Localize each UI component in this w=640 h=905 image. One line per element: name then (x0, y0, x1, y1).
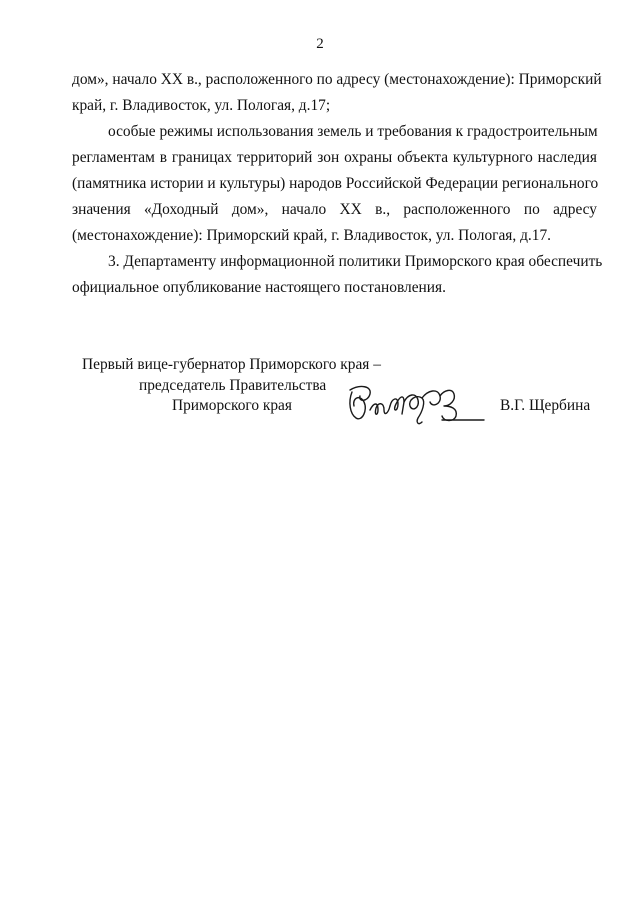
handwritten-signature-icon (346, 380, 486, 430)
paragraph-2-line-3: (памятника истории и культуры) народов Российской Федерации регионального (72, 175, 599, 192)
signatory-position-line-1: Первый вице-губернатор Приморского края – (82, 356, 381, 373)
paragraph-2-line-2: регламентам в границах территорий зон охраны объекта культурного наследия (72, 149, 597, 166)
paragraph-2-line-5: (местонахождение): Приморский край, г. Владивосток, ул. Пологая, д.17. (72, 227, 551, 244)
signatory-position-line-2: председатель Правительства (139, 377, 327, 394)
paragraph-2-line-4: значения «Доходный дом», начало XX в., расположенного по адресу (72, 201, 597, 218)
page-number: 2 (316, 36, 324, 52)
paragraph-1-line-1: дом», начало XX в., расположенного по адресу (местонахождение): Приморский (72, 71, 602, 88)
paragraph-3-line-2: официальное опубликование настоящего постановления. (72, 279, 446, 296)
signatory-position-line-3: Приморского края (172, 397, 292, 414)
paragraph-1-line-2: край, г. Владивосток, ул. Пологая, д.17; (72, 97, 331, 114)
signatory-name: В.Г. Щербина (500, 397, 591, 414)
paragraph-2-line-1: особые режимы использования земель и требования к градостроительным (108, 123, 598, 140)
paragraph-3-line-1: 3. Департаменту информационной политики Приморского края обеспечить (108, 253, 603, 270)
